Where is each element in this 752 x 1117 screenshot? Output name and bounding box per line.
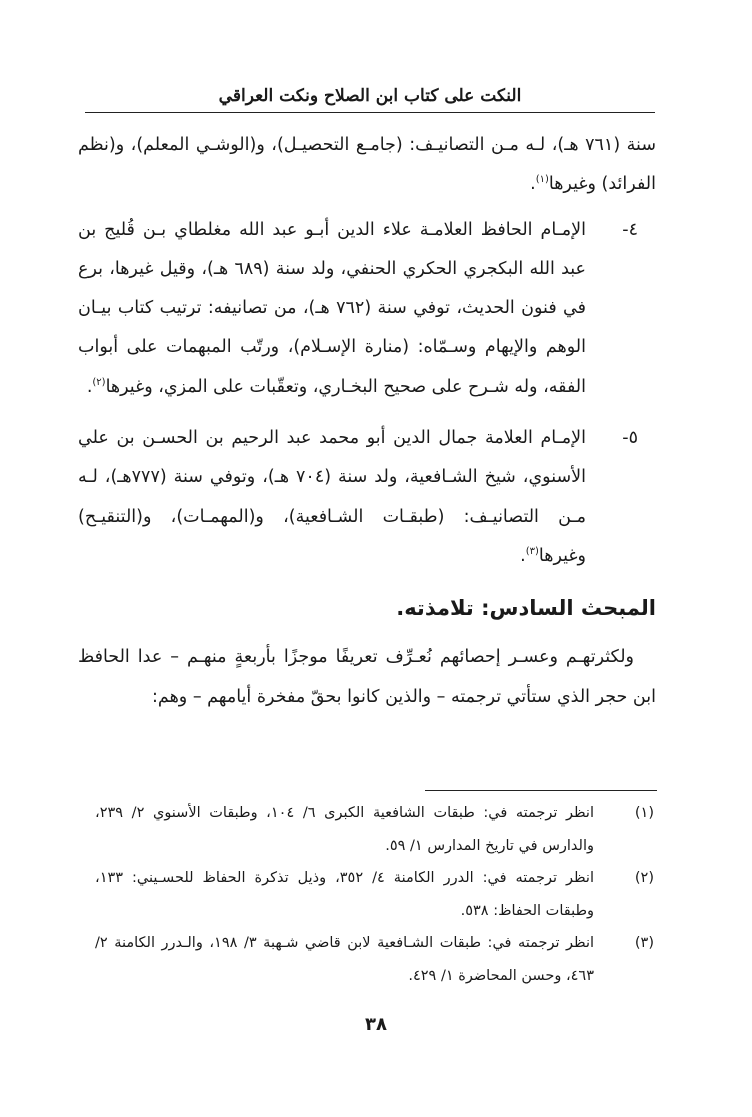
section-heading: المبحث السادس: تلامذته. <box>396 596 656 621</box>
footnote-text: انظر ترجمته في: طبقات الشـافعية لابن قاضي شـهبة ٣/ ١٩٨، والـدرر الكامنة ٢/ ٤٦٣، وحسن المحاضرة ١/ ٤٢٩. <box>95 935 595 984</box>
item-number: ٥- <box>622 428 638 449</box>
intro-paragraph: ولكثرتهـم وعسـر إحصائهم نُعـرِّف تعريفًا موجزًا بأربعةٍ منهـم – عدا الحافظ ابن حجر الذي ستأتي ترجمته – والذين كانوا بحقّ مفخرة أيامهم – وهم: <box>78 647 656 707</box>
footnote-number: (٣) <box>634 935 654 951</box>
footnote-2 <box>95 862 656 927</box>
running-header: النكت على كتاب ابن الصلاح ونكت العراقي <box>218 86 522 106</box>
footnote-number: (٢) <box>634 870 654 886</box>
biography-text-body: الإمـام الحافظ العلامـة علاء الدين أبـو عبد الله مغلطاي بـن قُليج بن عبد الله البكجري الحكري الحنفي، ولد سنة (٦٨٩ هـ)، وقيل غيرها، برع في فنون الحديث، توفي سنة (٧٦٢ هـ)، من تصانيفه: ترتيب كتاب بيـان الوهم والإيهام وسـمّاه: (منارة الإسـلام)، ورتّب المبهمات على أبواب الفقه، وله شـرح على صحيح البخـاري، وتعقّبات على المزي، وغيرها <box>78 219 587 397</box>
footnotes <box>95 797 656 992</box>
footnote-1 <box>95 797 656 862</box>
footnote-text: انظر ترجمته في: الدرر الكامنة ٤/ ٣٥٢، وذيل تذكرة الحفاظ للحسـيني: ١٣٣، وطبقات الحفاظ: ٥٣٨. <box>95 870 594 919</box>
footnote-rule <box>425 790 657 791</box>
footnote-ref-1[interactable]: (١) <box>535 174 549 186</box>
footnote-text: انظر ترجمته في: طبقات الشافعية الكبرى ٦/ ١٠٤، وطبقات الأسنوي ٢/ ٢٣٩، والدارس في تاريخ المدارس ١/ ٥٩. <box>95 805 594 854</box>
biography-item-5 <box>78 419 656 576</box>
main-text <box>78 126 656 717</box>
continued-paragraph: سنة (٧٦١ هـ)، لـه مـن التصانيـف: (جامـع التحصيـل)، و(الوشـي المعلم)، و(نظم الفرائد) وغيرها$^{(١)}$. <box>78 135 656 195</box>
biography-text: الإمـام العلامة جمال الدين أبو محمد عبد الرحيم بن الحسـن بن علي الأسنوي، شيخ الشـافعية، ولد سنة (٧٠٤ هـ)، وتوفي سنة (٧٧٧هـ)، لـه مـن التصانيـف: (طبقـات الشـافعية)، و(المهمـات)، و(التنقيـح) وغيرها$^{(٣)}$. <box>78 428 586 566</box>
header-rule <box>85 112 655 113</box>
biography-item-4 <box>78 211 656 407</box>
continued-paragraph-text: سنة (٧٦١ هـ)، لـه مـن التصانيـف: (جامـع التحصيـل)، و(الوشـي المعلم)، و(نظم الفرائد) وغيرها <box>78 135 656 195</box>
footnote-number: (١) <box>634 805 654 821</box>
footnote-3 <box>95 927 656 992</box>
footnote-ref-3[interactable]: (٣) <box>525 546 539 558</box>
item-number: ٤- <box>622 219 638 240</box>
footnote-ref-2[interactable]: (٢) <box>92 376 106 388</box>
biography-text: الإمـام الحافظ العلامـة علاء الدين أبـو عبد الله مغلطاي بـن قُليج بن عبد الله البكجري الحكري الحنفي، ولد سنة (٦٨٩ هـ)، وقيل غيرها، برع في فنون الحديث، توفي سنة (٧٦٢ هـ)، من تصانيفه: ترتيب كتاب بيـان الوهم والإيهام وسـمّاه: (منارة الإسـلام)، ورتّب المبهمات على أبواب الفقه، وله شـرح على صحيح البخـاري، وتعقّبات على المزي، وغيرها$^{(٢)}$. <box>78 219 587 397</box>
biography-text-body: الإمـام العلامة جمال الدين أبو محمد عبد الرحيم بن الحسـن بن علي الأسنوي، شيخ الشـافعية، ولد سنة (٧٠٤ هـ)، وتوفي سنة (٧٧٧هـ)، لـه مـن التصانيـف: (طبقـات الشـافعية)، و(المهمـات)، و(التنقيـح) وغيرها <box>78 428 586 566</box>
page-number: ٣٨ <box>365 1014 387 1035</box>
